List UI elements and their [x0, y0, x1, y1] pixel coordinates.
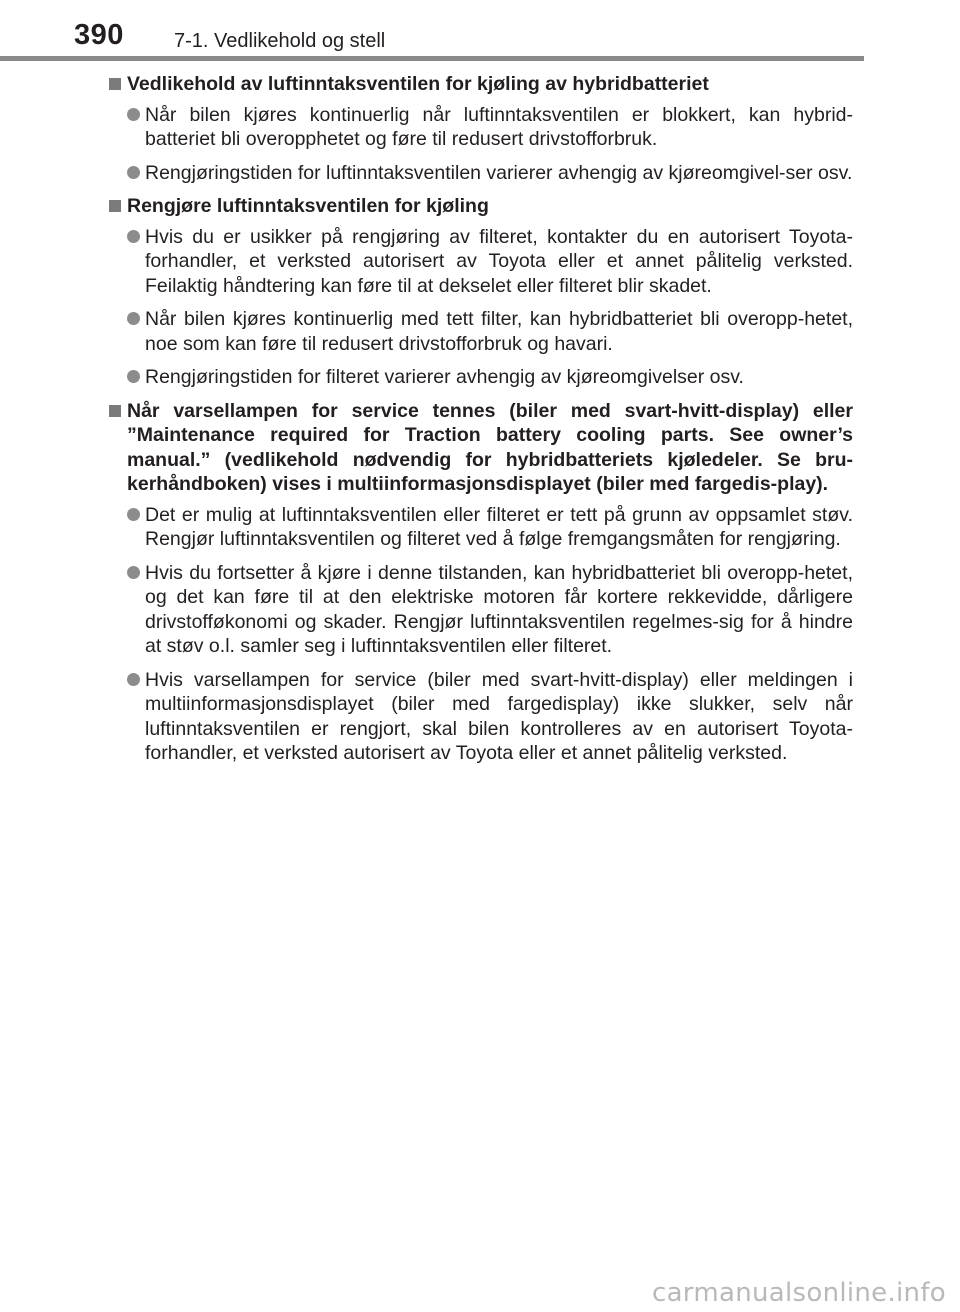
list-item-text: Når bilen kjøres kontinuerlig med tett filter, kan hybridbatteriet bli overopp-hetet, noe som kan føre til redusert drivstofforbruk og havari. [145, 308, 853, 355]
section-air-intake-maintenance [109, 72, 853, 185]
page-content [109, 72, 853, 775]
square-bullet-icon [109, 405, 121, 417]
page-number: 390 [74, 19, 124, 51]
round-bullet-icon [127, 166, 140, 179]
list-item-text: Hvis varsellampen for service (biler med svart-hvitt-display) eller meldingen i multiinformasjonsdisplayet (biler med fargedisplay) ikke slukker, selv når luftinntaksventilen er rengjort, skal bilen kontrolleres av en autorisert Toyota-forhandler, et verksted autorisert av Toyota eller et annet pålitelig verksted. [145, 668, 853, 764]
chapter-title: 7-1. Vedlikehold og stell [174, 30, 386, 52]
round-bullet-icon [127, 566, 140, 579]
section-warning-light [109, 399, 853, 766]
list-item-text: Det er mulig at luftinntaksventilen eller filteret er tett på grunn av oppsamlet støv. Rengjør luftinntaksventilen og filteret ved å følge fremgangsmåten for rengjøring. [145, 503, 853, 550]
list-item-text: Hvis du fortsetter å kjøre i denne tilstanden, kan hybridbatteriet bli overopp-hetet, og det kan føre til at den elektriske motoren får kortere rekkevidde, dårligere drivstofføkonomi og skader. Rengjør luftinntaksventilen regelmes-sig for å hindre at støv o.l. samler seg i luftinntaksventilen eller filteret. [145, 561, 853, 657]
list-item [109, 365, 853, 390]
list-item-text: Rengjøringstiden for luftinntaksventilen varierer avhengig av kjøreomgivel-ser osv. [145, 161, 853, 184]
page-header [0, 0, 960, 62]
section-heading [109, 72, 853, 97]
round-bullet-icon [127, 370, 140, 383]
round-bullet-icon [127, 508, 140, 521]
list-item [109, 503, 853, 552]
list-item [109, 561, 853, 659]
list-item [109, 225, 853, 299]
watermark: carmanualsonline.info [651, 1278, 946, 1308]
header-rule [0, 56, 864, 61]
list-item [109, 668, 853, 766]
section-cleaning [109, 194, 853, 390]
section-heading [109, 194, 853, 219]
list-item-text: Rengjøringstiden for filteret varierer avhengig av kjøreomgivelser osv. [145, 366, 744, 388]
round-bullet-icon [127, 230, 140, 243]
round-bullet-icon [127, 673, 140, 686]
list-item [109, 307, 853, 356]
section-heading-text: Rengjøre luftinntaksventilen for kjøling [127, 195, 489, 217]
list-item [109, 161, 853, 186]
section-heading-text: Vedlikehold av luftinntaksventilen for kjøling av hybridbatteriet [127, 73, 709, 95]
list-item-text: Når bilen kjøres kontinuerlig når luftinntaksventilen er blokkert, kan hybrid-batteriet bli overopphetet og føre til redusert drivstofforbruk. [145, 103, 853, 150]
section-heading [109, 399, 853, 497]
round-bullet-icon [127, 312, 140, 325]
round-bullet-icon [127, 108, 140, 121]
list-item [109, 103, 853, 152]
list-item-text: Hvis du er usikker på rengjøring av filteret, kontakter du en autorisert Toyota-forhandler, et verksted autorisert av Toyota eller et annet pålitelig verksted. Feilaktig håndtering kan føre til at dekselet eller filteret blir skadet. [145, 225, 853, 297]
section-heading-text: Når varsellampen for service tennes (biler med svart-hvitt-display) eller ”Maintenance required for Traction battery cooling parts. See owner’s manual.” (vedlikehold nødvendig for hybridbatteriets kjøledeler. Se bru-kerhåndboken) vises i multiinformasjonsdisplayet (biler med fargedis-play). [127, 399, 853, 495]
square-bullet-icon [109, 78, 121, 90]
square-bullet-icon [109, 200, 121, 212]
